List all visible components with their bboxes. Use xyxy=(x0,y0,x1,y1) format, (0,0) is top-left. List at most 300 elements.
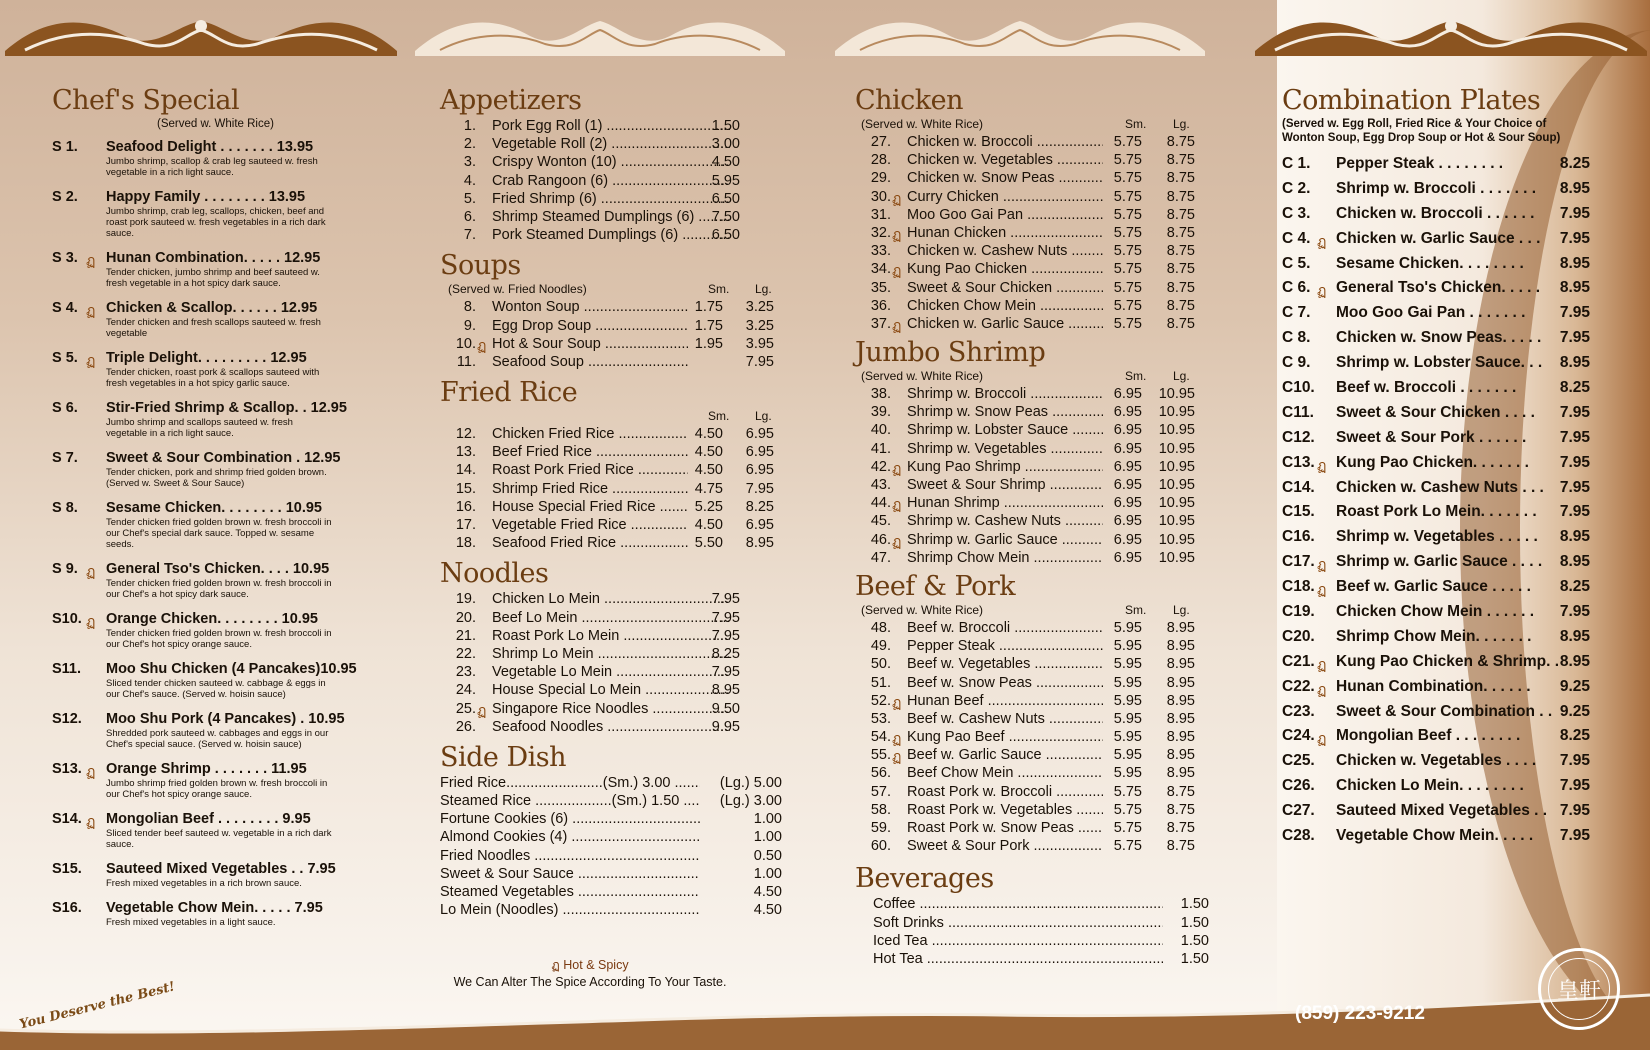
item-title: Orange Chicken. . . . . . . . 10.95 xyxy=(106,611,318,627)
chili-pepper-icon: ฏ xyxy=(1317,232,1327,249)
combo-name: Vegetable Chow Mein. . . . . xyxy=(1336,827,1534,845)
item-price-small: 5.95 xyxy=(1113,765,1142,782)
menu-row xyxy=(855,932,1215,950)
item-number: 24. xyxy=(455,682,476,699)
item-number: 16. xyxy=(455,498,476,515)
item-name: Beef Fried Rice ..... xyxy=(492,443,688,461)
item-price-large: 8.75 xyxy=(1166,261,1195,278)
item-price-small: 1.75 xyxy=(694,299,723,316)
menu-row xyxy=(440,627,795,645)
item-price-large: 8.95 xyxy=(1166,729,1195,746)
menu-row xyxy=(855,692,1215,710)
item-number: 48. xyxy=(870,619,891,636)
combo-code: C11. xyxy=(1282,403,1314,421)
item-number: 51. xyxy=(870,674,891,691)
chefs-special-item xyxy=(52,561,382,600)
item-number: 35. xyxy=(870,279,891,296)
item-name: Hunan Beef ..... xyxy=(907,692,1103,710)
item-code: S 4. xyxy=(52,300,78,316)
column-2 xyxy=(440,85,795,919)
restaurant-seal-logo xyxy=(1538,948,1620,1030)
item-number: 4. xyxy=(463,172,476,189)
item-title: Stir-Fried Shrimp & Scallop. . 12.95 xyxy=(106,400,347,416)
item-description: Jumbo shrimp fried golden brown w. fresh broccoli in our Chef's hot spicy orange sauce. xyxy=(106,778,328,800)
combination-row xyxy=(1282,354,1612,379)
item-number: 27. xyxy=(870,134,891,150)
item-name: Crab Rangoon (6) ..... xyxy=(492,172,730,190)
item-name: Steamed Rice ...................(Sm.) 1.50 ..... xyxy=(440,792,700,810)
menu-row xyxy=(440,609,795,627)
item-title: Sweet & Sour Combination . 12.95 xyxy=(106,450,341,466)
chili-pepper-icon: ฏ xyxy=(1317,581,1327,598)
item-name: Chicken Chow Mein ..... xyxy=(907,297,1103,315)
chicken-sm-label: Sm. xyxy=(1125,117,1147,131)
jumbo-shrimp-sm-label: Sm. xyxy=(1125,369,1147,384)
combination-row xyxy=(1282,180,1612,205)
item-number: 1. xyxy=(463,118,476,134)
chefs-special-list xyxy=(52,139,382,928)
item-price-large: 6.95 xyxy=(745,462,774,479)
combo-price: 9.25 xyxy=(1559,702,1590,720)
chefs-special-subtitle: (Served w. White Rice) xyxy=(157,118,274,130)
item-name: Lo Mein (Noodles) ..... xyxy=(440,901,700,919)
combo-name: Shrimp Chow Mein. . . . . . . xyxy=(1336,627,1532,645)
combination-row xyxy=(1282,802,1612,827)
item-name: Beef w. Cashew Nuts ..... xyxy=(907,710,1103,728)
combo-price: 8.95 xyxy=(1559,627,1590,645)
chefs-special-item xyxy=(52,900,382,928)
item-name: Fortune Cookies (6) ..... xyxy=(440,810,700,828)
item-description: Tender chicken and fresh scallops sauteed w. fresh vegetable xyxy=(106,317,321,339)
item-number: 20. xyxy=(455,609,476,626)
item-price-large: 3.25 xyxy=(745,299,774,316)
item-description: Tender chicken fried golden brown w. fresh broccoli in our Chef's hot spicy orange sauce. xyxy=(106,628,332,650)
menu-row xyxy=(855,476,1215,494)
item-name: Sweet & Sour Chicken ..... xyxy=(907,279,1103,297)
combo-name: General Tso's Chicken. . . . . xyxy=(1336,279,1541,297)
menu-row xyxy=(855,950,1215,968)
menu-row xyxy=(440,425,795,443)
combination-row xyxy=(1282,155,1612,180)
combo-name: Shrimp w. Vegetables . . . . . xyxy=(1336,528,1538,546)
combination-row xyxy=(1282,603,1612,628)
side-dish-list xyxy=(440,774,795,920)
item-name: Chicken w. Broccoli ..... xyxy=(907,133,1103,151)
item-price-small: 5.75 xyxy=(1113,134,1142,150)
item-description: Fresh mixed vegetables in a light sauce. xyxy=(106,917,276,928)
item-title: Hunan Combination. . . . . 12.95 xyxy=(106,250,321,266)
menu-row xyxy=(855,801,1215,819)
item-number: 56. xyxy=(870,765,891,782)
combo-code: C 4. xyxy=(1282,229,1311,247)
item-price-large: 8.75 xyxy=(1166,188,1195,205)
combo-code: C 9. xyxy=(1282,354,1311,372)
chili-pepper-icon: ฏ xyxy=(892,189,902,206)
combination-row xyxy=(1282,329,1612,354)
item-name: House Special Lo Mein ..... xyxy=(492,681,730,699)
item-number: 28. xyxy=(870,152,891,169)
combo-name: Beef w. Garlic Sauce . . . . . xyxy=(1336,578,1531,596)
combo-name: Kung Pao Chicken & Shrimp. . xyxy=(1336,652,1560,670)
chefs-special-item xyxy=(52,711,382,750)
combo-price: 7.95 xyxy=(1559,304,1590,322)
soups-header xyxy=(440,282,795,298)
ornament-2 xyxy=(415,6,785,56)
chili-pepper-icon: ฏ xyxy=(892,316,902,333)
item-price: 3.00 xyxy=(711,136,740,153)
combo-name: Moo Goo Gai Pan . . . . . . . xyxy=(1336,304,1526,322)
combo-code: C26. xyxy=(1282,777,1315,795)
combo-name: Roast Pork Lo Mein. . . . . . . xyxy=(1336,503,1537,521)
item-number: 47. xyxy=(870,549,891,566)
item-name: Shrimp w. Vegetables ..... xyxy=(907,440,1103,458)
menu-row xyxy=(855,783,1215,801)
item-price-large: 10.95 xyxy=(1158,477,1195,493)
menu-row xyxy=(855,531,1215,549)
item-price-small: 6.95 xyxy=(1113,386,1142,403)
item-name: Pepper Steak ..... xyxy=(907,637,1103,655)
item-price-large: 8.75 xyxy=(1166,279,1195,296)
chefs-special-item xyxy=(52,400,382,439)
chicken-header xyxy=(855,117,1215,133)
combo-code: C24. xyxy=(1282,727,1315,745)
combination-row xyxy=(1282,777,1612,802)
item-description: Jumbo shrimp and scallops sauteed w. fresh vegetable in a rich light sauce. xyxy=(106,417,293,439)
item-price-small: 6.95 xyxy=(1113,440,1142,457)
combo-code: C20. xyxy=(1282,627,1315,645)
menu-row xyxy=(855,619,1215,637)
item-code: S 3. xyxy=(52,250,78,266)
jumbo-shrimp-list xyxy=(855,385,1215,567)
beef-pork-header xyxy=(855,603,1215,619)
item-price-large: 8.95 xyxy=(1166,638,1195,655)
item-price: 8.95 xyxy=(711,682,740,699)
fried-rice-title: Fried Rice xyxy=(440,377,578,409)
chili-pepper-icon: ฏ xyxy=(892,459,902,476)
menu-row xyxy=(440,590,795,608)
item-name: Curry Chicken ..... xyxy=(907,188,1103,206)
combo-price: 8.95 xyxy=(1559,354,1590,372)
item-title: Seafood Delight . . . . . . . 13.95 xyxy=(106,139,314,155)
noodles-title: Noodles xyxy=(440,558,549,590)
chili-pepper-icon: ฏ xyxy=(86,813,96,829)
item-price-large: 8.25 xyxy=(745,498,774,515)
combo-code: C21. xyxy=(1282,652,1315,670)
chili-pepper-icon: ฏ xyxy=(892,532,902,549)
combo-name: Sauteed Mixed Vegetables . . xyxy=(1336,802,1548,820)
item-number: 11. xyxy=(456,353,476,370)
beverages-list xyxy=(855,895,1215,968)
combo-price: 8.95 xyxy=(1559,254,1590,272)
item-price-small: 5.75 xyxy=(1113,188,1142,205)
menu-row xyxy=(440,792,795,810)
combo-code: C 2. xyxy=(1282,179,1311,197)
chicken-subtitle: (Served w. White Rice) xyxy=(861,117,984,131)
item-name: Shrimp Chow Mein ..... xyxy=(907,549,1103,567)
menu-row xyxy=(440,828,795,846)
menu-row xyxy=(440,810,795,828)
combination-row xyxy=(1282,404,1612,429)
item-name: Sweet & Sour Sauce ..... xyxy=(440,865,700,883)
item-price-large: 8.75 xyxy=(1166,152,1195,169)
combo-price: 8.95 xyxy=(1559,528,1590,546)
ornament-4 xyxy=(1255,6,1647,56)
item-number: 45. xyxy=(870,513,891,530)
menu-row xyxy=(440,298,795,316)
combo-code: C 7. xyxy=(1282,304,1311,322)
menu-row xyxy=(855,297,1215,315)
combo-price: 7.95 xyxy=(1559,478,1590,496)
combo-price: 9.25 xyxy=(1559,677,1590,695)
combo-code: C 6. xyxy=(1282,279,1311,297)
item-name: Almond Cookies (4) ..... xyxy=(440,828,700,846)
combo-price: 7.95 xyxy=(1559,802,1590,820)
combination-row xyxy=(1282,479,1612,504)
item-number: 19. xyxy=(455,591,476,608)
item-name: Hunan Chicken ..... xyxy=(907,224,1103,242)
appetizers-title: Appetizers xyxy=(440,85,582,116)
ornament-3 xyxy=(835,6,1205,56)
item-number: 38. xyxy=(870,386,891,403)
item-price-small: 4.75 xyxy=(694,480,723,497)
item-price-large: 8.75 xyxy=(1166,243,1195,260)
item-price-small: 4.50 xyxy=(694,462,723,479)
chili-pepper-icon: ฏ xyxy=(86,302,96,318)
chefs-special-item xyxy=(52,139,382,178)
menu-row xyxy=(855,655,1215,673)
item-price: 4.50 xyxy=(711,154,740,171)
item-code: S13. xyxy=(52,761,82,777)
menu-row xyxy=(440,117,795,135)
menu-row xyxy=(855,133,1215,151)
chili-pepper-icon: ฏ xyxy=(551,958,560,972)
chili-pepper-icon: ฏ xyxy=(892,225,902,242)
combo-code: C27. xyxy=(1282,802,1315,820)
item-price-large: 8.75 xyxy=(1166,838,1195,855)
menu-row xyxy=(855,440,1215,458)
item-price-large: 8.95 xyxy=(1166,619,1195,636)
item-price-small: 5.75 xyxy=(1113,315,1142,332)
item-price-small: 6.95 xyxy=(1113,531,1142,548)
menu-row xyxy=(440,865,795,883)
menu-row xyxy=(855,151,1215,169)
item-price: (Lg.) 5.00 xyxy=(719,774,782,791)
item-name: Beef w. Snow Peas ..... xyxy=(907,674,1103,692)
menu-row xyxy=(855,819,1215,837)
item-name: Beef w. Broccoli ..... xyxy=(907,619,1103,637)
chili-pepper-icon: ฏ xyxy=(477,336,487,353)
combination-row xyxy=(1282,205,1612,230)
spice-note: We Can Alter The Spice According To Your Taste. xyxy=(453,975,727,989)
menu-row xyxy=(855,728,1215,746)
item-name: Kung Pao Beef ..... xyxy=(907,728,1103,746)
item-number: 18. xyxy=(455,535,476,552)
combo-price: 8.25 xyxy=(1559,155,1590,172)
combo-code: C19. xyxy=(1282,603,1315,621)
chicken-title: Chicken xyxy=(855,85,964,116)
item-price: 9.95 xyxy=(711,718,740,735)
phone-number[interactable]: (859) 223-9212 xyxy=(1295,1003,1425,1024)
menu-row xyxy=(440,172,795,190)
menu-row xyxy=(855,242,1215,260)
chili-pepper-icon: ฏ xyxy=(1317,456,1327,473)
beef-pork-title: Beef & Pork xyxy=(855,570,1016,602)
combo-code: C18. xyxy=(1282,578,1315,596)
item-title: Moo Shu Pork (4 Pancakes) . 10.95 xyxy=(106,711,345,727)
chili-pepper-icon: ฏ xyxy=(1317,730,1327,747)
menu-row xyxy=(440,480,795,498)
item-number: 37. xyxy=(870,315,891,332)
menu-row xyxy=(855,421,1215,439)
item-price-large: 10.95 xyxy=(1158,458,1195,475)
combo-name: Chicken w. Cashew Nuts . . . xyxy=(1336,478,1544,496)
item-price-small: 5.95 xyxy=(1113,692,1142,709)
item-price-large: 7.95 xyxy=(745,353,774,370)
menu-row xyxy=(855,403,1215,421)
item-name: Beef Lo Mein ..... xyxy=(492,609,730,627)
item-code: S 8. xyxy=(52,500,78,516)
item-name: Shrimp w. Broccoli ..... xyxy=(907,385,1103,403)
item-price-large: 8.75 xyxy=(1166,297,1195,314)
item-price-large: 8.95 xyxy=(1166,710,1195,727)
item-price-small: 5.75 xyxy=(1113,261,1142,278)
item-price-small: 5.75 xyxy=(1113,297,1142,314)
item-name: Shrimp w. Cashew Nuts ..... xyxy=(907,512,1103,530)
item-price-large: 6.95 xyxy=(745,517,774,533)
item-number: 10. xyxy=(455,335,476,352)
item-name: Chicken w. Garlic Sauce ..... xyxy=(907,315,1103,333)
menu-row xyxy=(855,315,1215,333)
item-name: Shrimp w. Garlic Sauce ..... xyxy=(907,531,1103,549)
item-price-large: 8.75 xyxy=(1166,170,1195,187)
item-number: 2. xyxy=(463,136,476,153)
combination-row xyxy=(1282,429,1612,454)
item-name: Soft Drinks ..... xyxy=(873,914,1163,932)
item-price-large: 8.75 xyxy=(1166,134,1195,150)
chicken-list xyxy=(855,133,1215,333)
menu-row xyxy=(440,901,795,919)
menu-row xyxy=(440,498,795,516)
noodles-list xyxy=(440,590,795,736)
combo-name: Beef w. Broccoli . . . . . . . xyxy=(1336,379,1517,397)
item-number: 32. xyxy=(870,224,891,241)
item-title: Sauteed Mixed Vegetables . . 7.95 xyxy=(106,861,336,877)
item-number: 9. xyxy=(463,317,476,334)
item-name: Beef Chow Mein ..... xyxy=(907,764,1103,782)
item-code: S 9. xyxy=(52,561,78,577)
item-number: 25. xyxy=(455,700,476,717)
item-number: 46. xyxy=(870,531,891,548)
item-price: 1.50 xyxy=(1180,932,1209,949)
item-name: Iced Tea ..... xyxy=(873,932,1163,950)
item-price-large: 3.25 xyxy=(745,317,774,334)
combo-name: Mongolian Beef . . . . . . . . xyxy=(1336,727,1521,745)
combination-row xyxy=(1282,678,1612,703)
combo-name: Pepper Steak . . . . . . . . xyxy=(1336,155,1504,172)
menu-row xyxy=(855,710,1215,728)
combo-price: 8.95 xyxy=(1559,553,1590,571)
item-price-large: 8.95 xyxy=(1166,765,1195,782)
menu-row xyxy=(855,188,1215,206)
combo-name: Sesame Chicken. . . . . . . . xyxy=(1336,254,1524,272)
item-name: Chicken w. Snow Peas ..... xyxy=(907,169,1103,187)
menu-row xyxy=(440,317,795,335)
item-title: Vegetable Chow Mein. . . . . 7.95 xyxy=(106,900,323,916)
item-price-large: 8.95 xyxy=(1166,656,1195,673)
item-number: 33. xyxy=(870,243,891,260)
item-number: 58. xyxy=(870,801,891,818)
menu-row xyxy=(440,663,795,681)
item-price-large: 8.95 xyxy=(745,535,774,552)
item-name: Moo Goo Gai Pan ..... xyxy=(907,206,1103,224)
item-price: 1.00 xyxy=(753,811,782,828)
item-price-small: 5.95 xyxy=(1113,710,1142,727)
item-price-small: 5.95 xyxy=(1113,656,1142,673)
jumbo-shrimp-title: Jumbo Shrimp xyxy=(855,337,1046,369)
item-title: Happy Family . . . . . . . . 13.95 xyxy=(106,189,306,205)
chili-pepper-icon: ฏ xyxy=(892,496,902,513)
item-price: 7.95 xyxy=(711,627,740,644)
item-number: 49. xyxy=(870,638,891,655)
combo-price: 7.95 xyxy=(1559,453,1590,471)
item-name: Chicken Fried Rice ..... xyxy=(492,425,688,443)
menu-row xyxy=(440,718,795,736)
combination-row xyxy=(1282,379,1612,404)
combo-code: C22. xyxy=(1282,677,1315,695)
combo-name: Chicken w. Vegetables . . . . xyxy=(1336,752,1537,770)
chefs-special-title: Chef's Special xyxy=(52,85,240,116)
combination-row xyxy=(1282,653,1612,678)
item-price-large: 10.95 xyxy=(1158,440,1195,457)
item-code: S 7. xyxy=(52,450,78,466)
combo-code: C 8. xyxy=(1282,329,1311,347)
combo-code: C16. xyxy=(1282,528,1315,546)
item-price-large: 10.95 xyxy=(1158,386,1195,403)
combo-name: Shrimp w. Broccoli . . . . . . . xyxy=(1336,179,1537,197)
item-price-large: 8.95 xyxy=(1166,692,1195,709)
item-number: 31. xyxy=(870,206,891,223)
item-price: 7.95 xyxy=(711,664,740,681)
item-price-small: 1.95 xyxy=(694,335,723,352)
item-price-large: 6.95 xyxy=(745,444,774,461)
item-name: Kung Pao Shrimp ..... xyxy=(907,458,1103,476)
item-code: S 6. xyxy=(52,400,78,416)
item-name: Shrimp Steamed Dumplings (6) ..... xyxy=(492,208,730,226)
item-name: Roast Pork Lo Mein ..... xyxy=(492,627,730,645)
combo-price: 7.95 xyxy=(1559,603,1590,621)
soups-sm-label: Sm. xyxy=(708,282,730,297)
combination-row xyxy=(1282,279,1612,304)
menu-row xyxy=(855,674,1215,692)
item-number: 14. xyxy=(455,462,476,479)
combo-price: 7.95 xyxy=(1559,204,1590,222)
combo-price: 7.95 xyxy=(1559,329,1590,347)
item-price-small: 4.50 xyxy=(694,444,723,461)
item-price: 7.95 xyxy=(711,609,740,626)
item-price-small: 5.95 xyxy=(1113,747,1142,764)
item-price: 1.00 xyxy=(753,829,782,846)
item-price: 5.95 xyxy=(711,172,740,189)
item-number: 7. xyxy=(463,227,476,244)
item-price-large: 8.95 xyxy=(1166,674,1195,691)
item-name: Seafood Soup ..... xyxy=(492,353,688,371)
item-price-large: 8.75 xyxy=(1166,224,1195,241)
menu-row xyxy=(440,153,795,171)
item-price-small: 6.95 xyxy=(1113,513,1142,530)
item-number: 26. xyxy=(455,718,476,735)
item-code: S 1. xyxy=(52,139,78,155)
item-number: 12. xyxy=(455,426,476,443)
